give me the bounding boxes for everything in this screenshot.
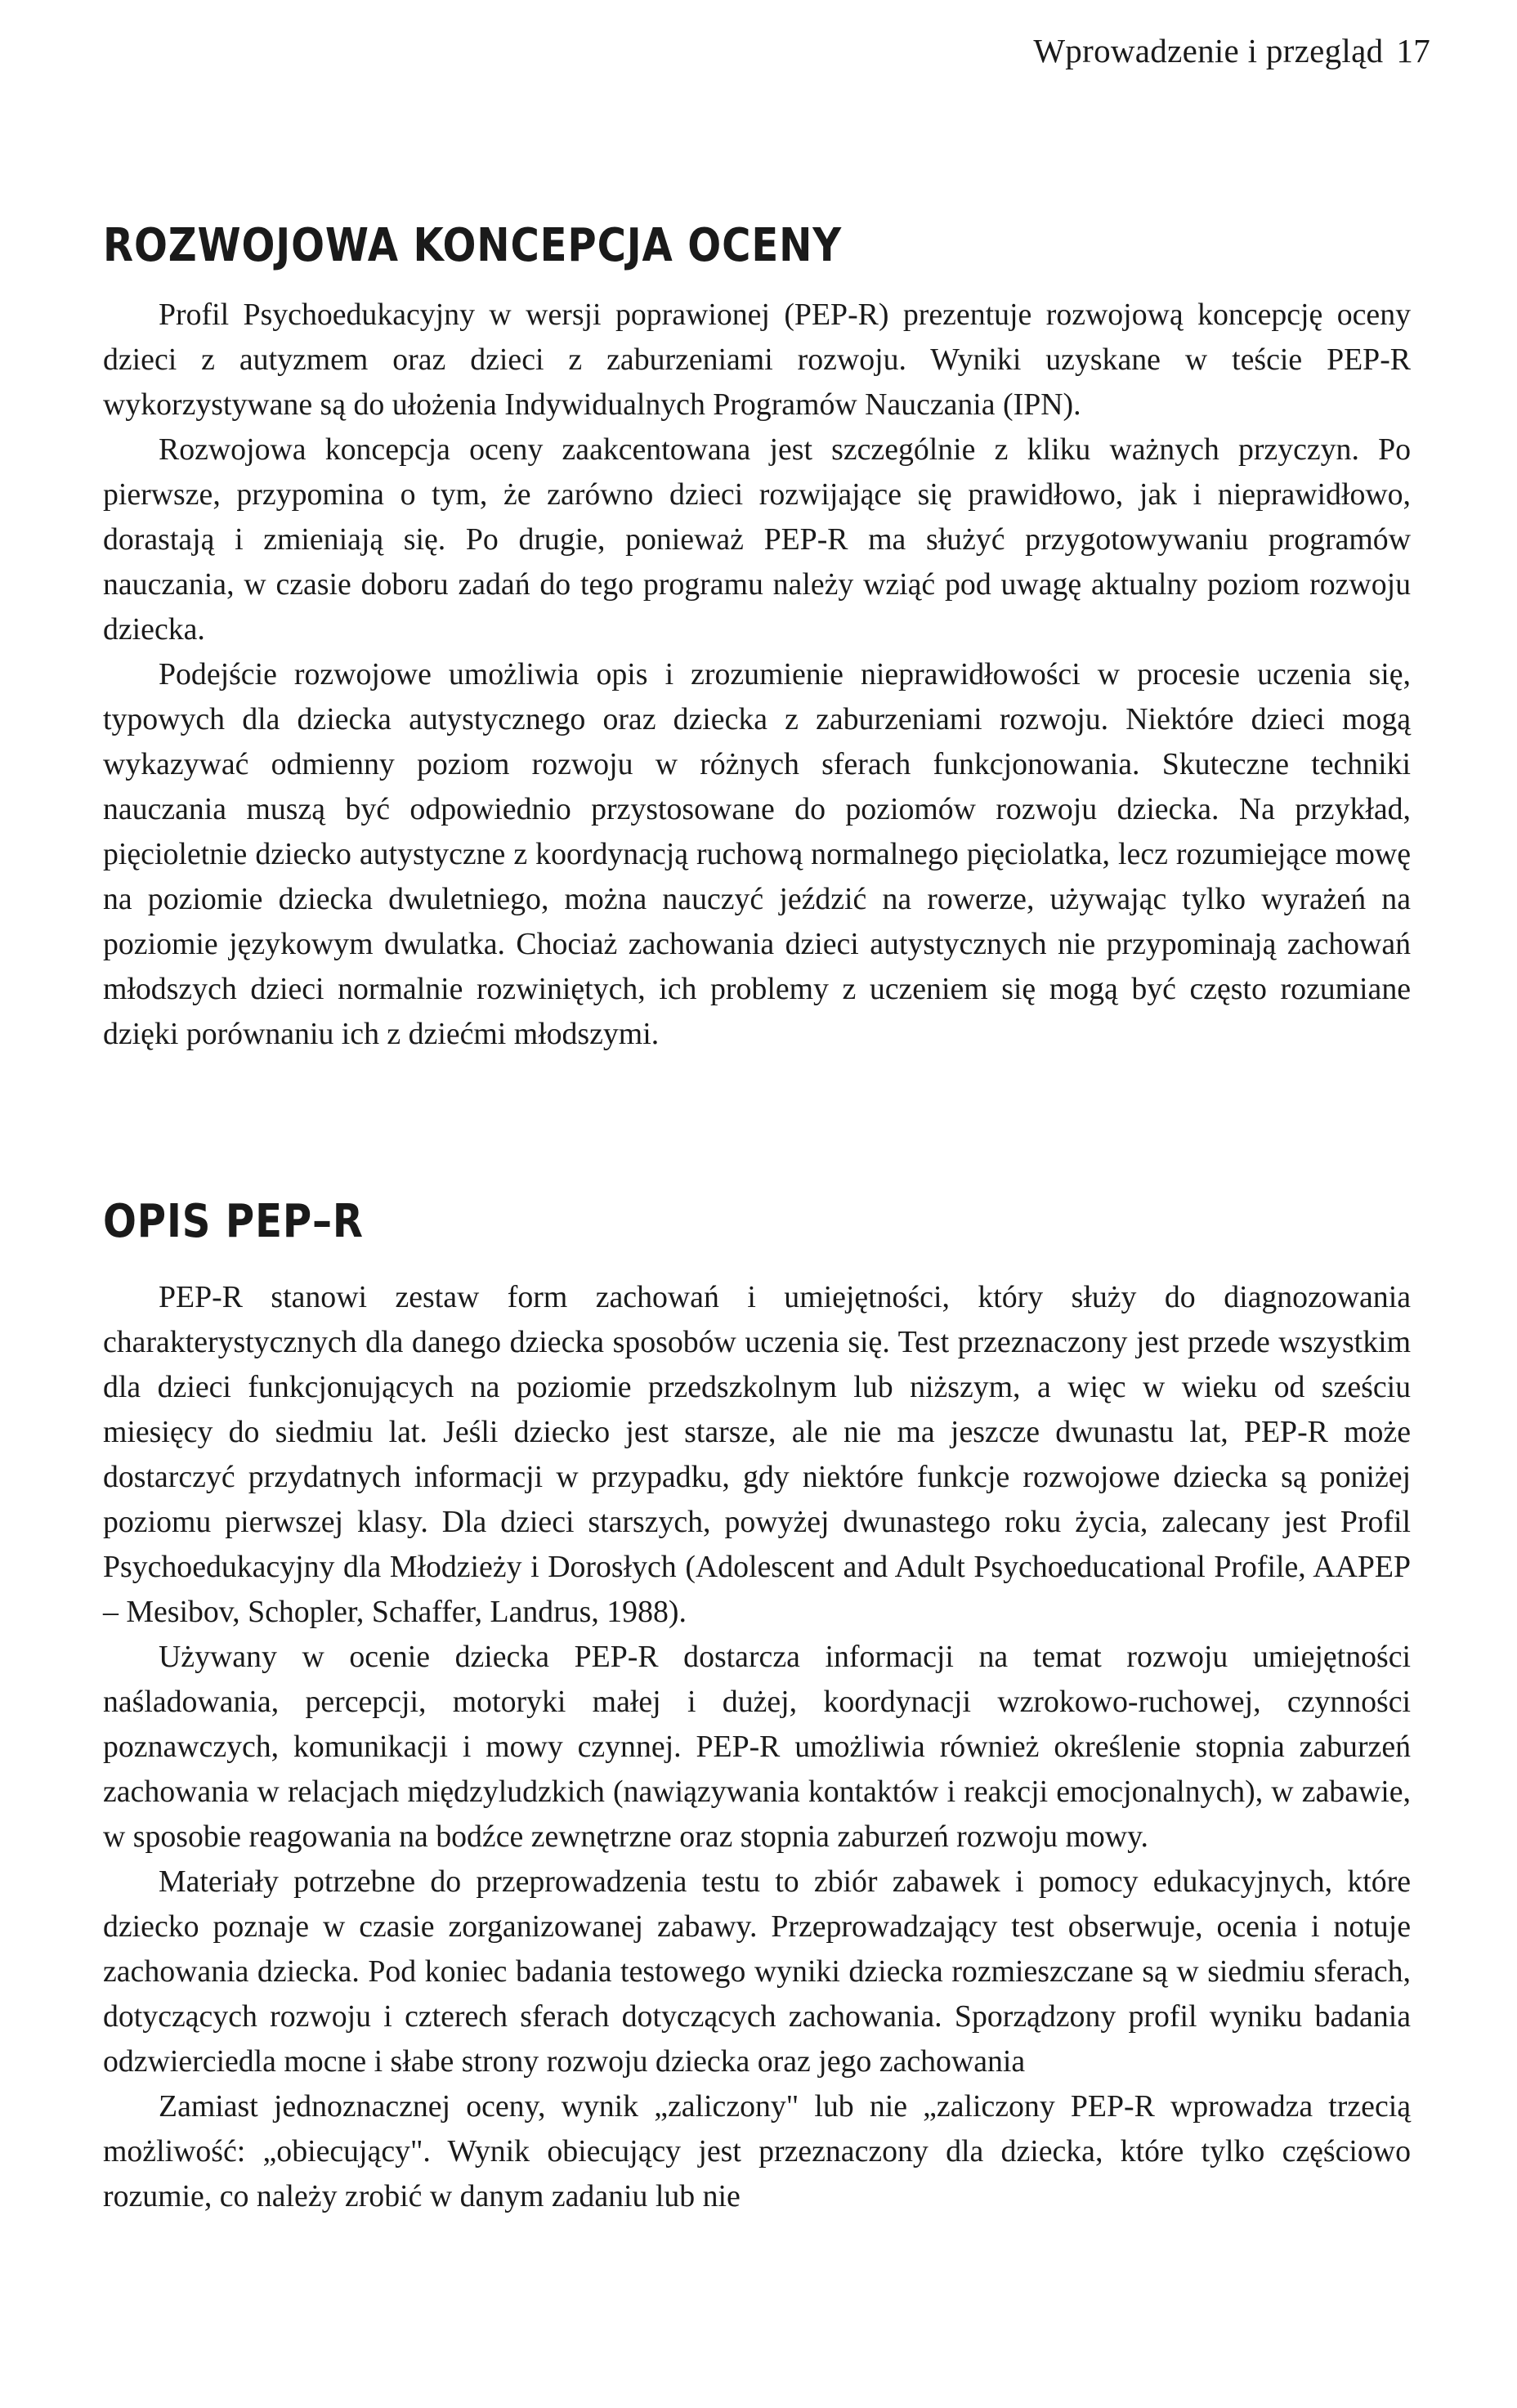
- paragraph: Podejście rozwojowe umożliwia opis i zrozumienie nieprawidłowości w procesie uczenia się, typowych dla dziecka autystycznego oraz dziecka z zaburzeniami rozwoju. Niektóre dzieci mogą wykazywać odmienny poziom rozwoju w różnych sferach funkcjonowania. Skuteczne techniki nauczania muszą być odpowiednio przystosowane do poziomów rozwoju dziecka. Na przykład, pięcioletnie dziecko autystyczne z koordynacją ruchową normalnego pięciolatka, lecz rozumiejące mowę na poziomie dziecka dwuletniego, można nauczyć jeździć na rowerze, używając tylko wyrażeń na poziomie językowym dwulatka. Chociaż zachowania dzieci autystycznych nie przypominają zachowań młodszych dzieci normalnie rozwiniętych, ich problemy z uczeniem się mogą być często rozumiane dzięki porównaniu ich z dziećmi młodszymi.: [103, 657, 1411, 1051]
- page-number: 17: [1396, 32, 1430, 69]
- paragraph: Używany w ocenie dziecka PEP-R dostarcza informacji na temat rozwoju umiejętności naśladowania, percepcji, motoryki małej i dużej, koordynacji wzrokowo-ruchowej, czynności poznawczych, komunikacji i mowy czynnej. PEP-R umożliwia również określenie stopnia zaburzeń zachowania w relacjach międzyludzkich (nawiązywania kontaktów i reakcji emocjonalnych), w zabawie, w sposobie reagowania na bodźce zewnętrzne oraz stopnia zaburzeń rozwoju mowy.: [103, 1640, 1411, 1854]
- section-heading-developmental-concept: ROZWOJOWA KONCEPCJA OCENY: [103, 219, 842, 272]
- paragraph: Rozwojowa koncepcja oceny zaakcentowana jest szczególnie z kliku ważnych przyczyn. Po pierwsze, przypomina o tym, że zarówno dzieci rozwijające się prawidłowo, jak i nieprawidłowo, dorastają i zmieniają się. Po drugie, ponieważ PEP-R ma służyć przygotowywaniu programów nauczania, w czasie doboru zadań do tego programu należy wziąć pod uwagę aktualny poziom rozwoju dziecka.: [103, 432, 1411, 647]
- section-heading-pep-r-description: OPIS PEP–R: [103, 1195, 364, 1248]
- section-body-developmental-concept: [103, 293, 1411, 1057]
- running-head: [1033, 31, 1430, 70]
- section-body-pep-r-description: [103, 1275, 1411, 2219]
- paragraph: Zamiast jednoznacznej oceny, wynik „zaliczony" lub nie „zaliczony PEP-R wprowadza trzecią możliwość: „obiecujący". Wynik obiecujący jest przeznaczony dla dziecka, które tylko częściowo rozumie, co należy zrobić w danym zadaniu lub nie: [103, 2089, 1411, 2213]
- running-title: Wprowadzenie i przegląd: [1033, 32, 1384, 69]
- paragraph: Materiały potrzebne do przeprowadzenia testu to zbiór zabawek i pomocy edukacyjnych, które dziecko poznaje w czasie zorganizowanej zabawy. Przeprowadzający test obserwuje, ocenia i notuje zachowania dziecka. Pod koniec badania testowego wyniki dziecka rozmieszczane są w siedmiu sferach, dotyczących rozwoju i czterech sferach dotyczących zachowania. Sporządzony profil wyniku badania odzwierciedla mocne i słabe strony rozwoju dziecka oraz jego zachowania: [103, 1864, 1411, 2079]
- paragraph: PEP-R stanowi zestaw form zachowań i umiejętności, który służy do diagnozowania charakterystycznych dla danego dziecka sposobów uczenia się. Test przeznaczony jest przede wszystkim dla dzieci funkcjonujących na poziomie przedszkolnym lub niższym, a więc w wieku od sześciu miesięcy do siedmiu lat. Jeśli dziecko jest starsze, ale nie ma jeszcze dwunastu lat, PEP-R może dostarczyć przydatnych informacji w przypadku, gdy niektóre funkcje rozwojowe dziecka są poniżej poziomu pierwszej klasy. Dla dzieci starszych, powyżej dwunastego roku życia, zalecany jest Profil Psychoedukacyjny dla Młodzieży i Dorosłych (Adolescent and Adult Psychoeducational Profile, AAPEP – Mesibov, Schopler, Schaffer, Landrus, 1988).: [103, 1280, 1411, 1629]
- paragraph: Profil Psychoedukacyjny w wersji poprawionej (PEP-R) prezentuje rozwojową koncepcję oceny dzieci z autyzmem oraz dzieci z zaburzeniami rozwoju. Wyniki uzyskane w teście PEP-R wykorzystywane są do ułożenia Indywidualnych Programów Nauczania (IPN).: [103, 298, 1411, 422]
